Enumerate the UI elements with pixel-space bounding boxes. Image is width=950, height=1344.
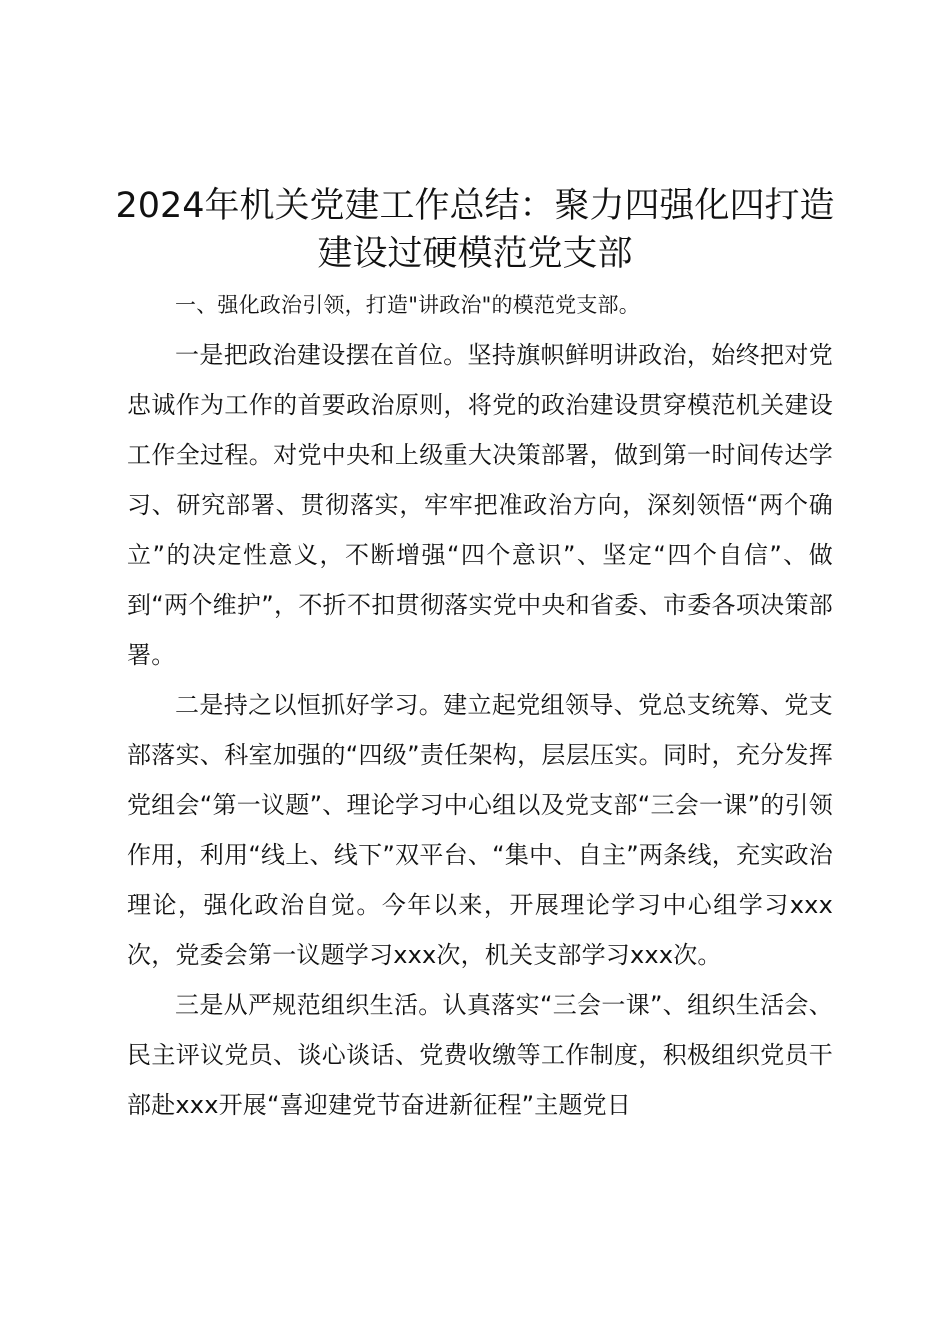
paragraph-1: 一是把政治建设摆在首位。坚持旗帜鲜明讲政治，始终把对党忠诚作为工作的首要政治原则，将党的政治建设贯穿模范机关建设工作全过程。对党中央和上级重大决策部署，做到第一时间传达学习、研究部署、贯彻落实，牢牢把准政治方向，深刻领悟“两个确立”的决定性意义，不断增强“四个意识”、坚定“四个自信”、做到“两个维护”，不折不扣贯彻落实党中央和省委、市委各项决策部署。	[127, 341, 833, 669]
paragraph-3: 三是从严规范组织生活。认真落实“三会一课”、组织生活会、民主评议党员、谈心谈话、党费收缴等工作制度，积极组织党员干部赴xxx开展“喜迎建党节奋进新征程”主题党日	[127, 991, 833, 1119]
section-heading: 一、强化政治引领，打造"讲政治"的模范党支部。	[175, 293, 640, 317]
document-title: 2024年机关党建工作总结：聚力四强化四打造建设过硬模范党支部	[115, 186, 835, 274]
paragraph-2: 二是持之以恒抓好学习。建立起党组领导、党总支统筹、党支部落实、科室加强的“四级”责任架构，层层压实。同时，充分发挥党组会“第一议题”、理论学习中心组以及党支部“三会一课”的引领作用，利用“线上、线下”双平台、“集中、自主”两条线，充实政治理论，强化政治自觉。今年以来，开展理论学习中心组学习xxx次，党委会第一议题学习xxx次，机关支部学习xxx次。	[127, 691, 833, 969]
document-body	[127, 280, 833, 1130]
